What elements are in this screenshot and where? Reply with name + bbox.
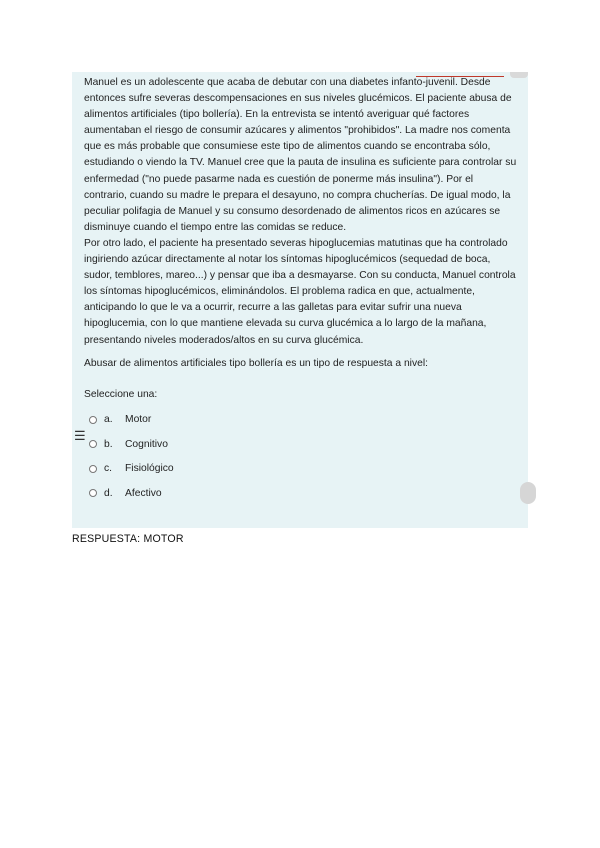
radio-a[interactable] bbox=[89, 416, 97, 424]
quiz-panel bbox=[72, 72, 528, 528]
option-letter: d. bbox=[104, 487, 113, 499]
option-c[interactable] bbox=[84, 457, 518, 482]
scroll-tab[interactable] bbox=[510, 72, 528, 78]
option-a[interactable] bbox=[84, 408, 518, 433]
question-text: Abusar de alimentos artificiales tipo bollería es un tipo de respuesta a nivel: bbox=[84, 357, 428, 369]
answer-text: RESPUESTA: MOTOR bbox=[72, 533, 184, 545]
option-letter: c. bbox=[104, 463, 113, 475]
option-label: Fisiológico bbox=[125, 463, 174, 475]
accent-line bbox=[416, 76, 504, 77]
option-letter: a. bbox=[104, 414, 113, 426]
option-label: Cognitivo bbox=[125, 438, 168, 450]
option-label: Afectivo bbox=[125, 487, 162, 499]
answer-options bbox=[84, 408, 518, 506]
option-b[interactable] bbox=[84, 432, 518, 457]
radio-c[interactable] bbox=[89, 465, 97, 473]
option-d[interactable] bbox=[84, 481, 518, 506]
scroll-handle[interactable] bbox=[520, 482, 536, 504]
radio-b[interactable] bbox=[89, 440, 97, 448]
case-paragraph-1: Manuel es un adolescente que acaba de debutar con una diabetes infanto-juvenil. Desde entonces sufre severas descompensaciones en sus niveles glucémicos. El paciente abusa de alimentos artificiales (tipo bollería). En la entrevista se intentó averiguar qué factores aumentaban el riesgo de consumir azúcares y alimentos "prohibidos". La madre nos comenta que es más probable que consumiese este tipo de alimentos cuando se encontraba sólo, estudiando o viendo la TV. Manuel cree que la pauta de insulina es suficiente para controlar su enfermedad ("no puede pasarme nada es cuestión de ponerme más insulina"). Por el contrario, cuando su madre le prepara el desayuno, no compra chucherías. De igual modo, la peculiar polifagia de Manuel y su consumo desordenado de alimentos ricos en azúcares se disminuye cuando el tiempo entre las comidas se reduce. bbox=[84, 77, 517, 233]
menu-icon[interactable]: ☰ bbox=[74, 428, 86, 443]
case-paragraph-2: Por otro lado, el paciente ha presentado severas hipoglucemias matutinas que ha controlado ingiriendo azúcar directamente al notar los síntomas hipoglucémicos (sequedad de boca, sudor, temblores, mareo...) y pensar que iba a desmayarse. Con su conducta, Manuel controla los síntomas hipoglucémicos, eliminándolos. El problema radica en que, actualmente, anticipando lo que le va a ocurrir, recurre a las galletas para evitar sufrir una nueva hipoglucemia, con lo que mantiene elevada su curva glucémica a lo largo de la mañana, presentando niveles moderados/altos en su curva glucémica. bbox=[84, 237, 516, 346]
radio-d[interactable] bbox=[89, 489, 97, 497]
option-label: Motor bbox=[125, 414, 152, 426]
option-letter: b. bbox=[104, 438, 113, 450]
select-label: Seleccione una: bbox=[84, 388, 158, 400]
